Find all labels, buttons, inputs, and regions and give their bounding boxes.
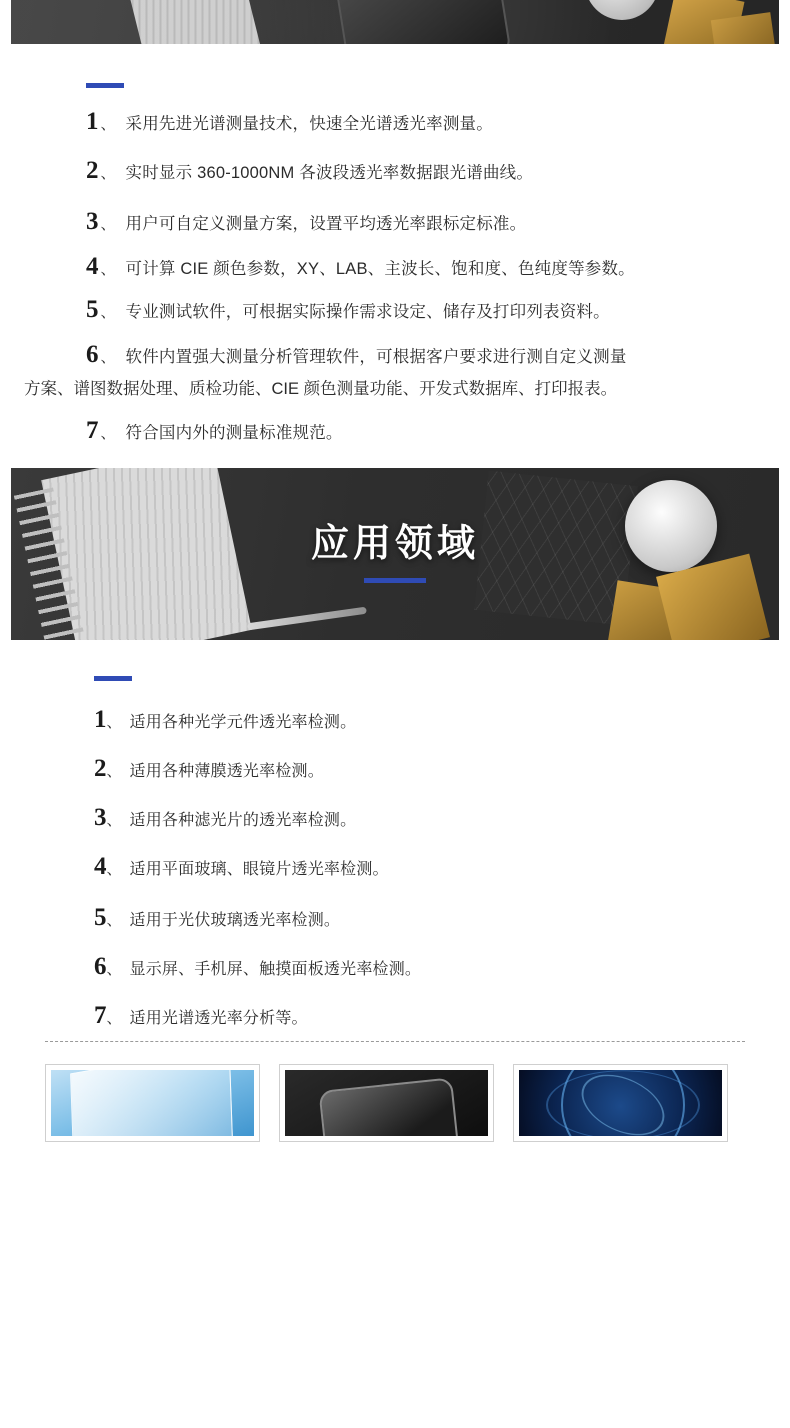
- thumbnail-gallery: [11, 1042, 779, 1142]
- item-text: 软件内置强大测量分析管理软件，可根据客户要求进行测自定义测量: [125, 348, 627, 367]
- item-separator: 、: [100, 116, 116, 133]
- application-banner: [11, 468, 779, 640]
- paper-stack-shape: [124, 0, 262, 44]
- item-text: 适用于光伏玻璃透光率检测。: [129, 912, 341, 930]
- list-item: [0, 415, 790, 446]
- item-number: 2: [86, 157, 99, 185]
- glass-sheet-shape: [70, 1070, 234, 1136]
- thumbnail-image: [285, 1070, 488, 1136]
- list-item: [11, 903, 779, 933]
- list-item: [0, 206, 790, 237]
- item-text-continued: 方案、谱图数据处理、质检功能、CIE 颜色测量功能、开发式数据库、打印报表。: [24, 379, 618, 398]
- list-item: [11, 1001, 779, 1031]
- features-accent-bar: [86, 83, 124, 88]
- list-item: [11, 852, 779, 882]
- item-number: 6: [86, 341, 99, 369]
- list-item: [11, 952, 779, 982]
- thumbnail-blue-tech[interactable]: [513, 1064, 728, 1142]
- item-separator: 、: [106, 961, 122, 979]
- item-number: 5: [86, 296, 99, 323]
- item-number: 4: [86, 252, 99, 280]
- item-separator: 、: [106, 812, 122, 830]
- item-text: 适用各种光学元件透光率检测。: [129, 714, 357, 732]
- item-number: 3: [94, 804, 107, 832]
- item-text: 适用平面玻璃、眼镜片透光率检测。: [129, 861, 389, 879]
- item-number: 7: [86, 417, 99, 445]
- list-item: [11, 754, 779, 784]
- list-item: [0, 339, 790, 399]
- applications-section: [11, 676, 779, 1150]
- item-text: 专业测试软件，可根据实际操作需求设定、储存及打印列表资料。: [125, 303, 610, 321]
- phone-shape: [335, 0, 512, 44]
- top-photo-band: [11, 0, 779, 44]
- item-number: 3: [86, 207, 99, 235]
- item-separator: 、: [106, 763, 122, 781]
- list-item: [0, 294, 790, 325]
- item-separator: 、: [106, 1010, 122, 1028]
- item-text: 实时显示 360-1000NM 各波段透光率数据跟光谱曲线。: [125, 164, 534, 183]
- list-item: [11, 705, 779, 735]
- item-number: 1: [94, 706, 107, 734]
- item-number: 2: [94, 755, 107, 783]
- item-separator: 、: [100, 425, 116, 443]
- list-item: [11, 803, 779, 833]
- thumbnail-image: [519, 1070, 722, 1136]
- banner-title: 应用领域: [310, 523, 479, 566]
- item-number: 7: [94, 1002, 107, 1030]
- item-text: 适用各种薄膜透光率检测。: [129, 763, 324, 781]
- item-text: 采用先进光谱测量技术，快速全光谱透光率测量。: [125, 115, 493, 133]
- item-separator: 、: [106, 714, 122, 732]
- item-number: 5: [94, 904, 107, 932]
- item-separator: 、: [100, 304, 116, 321]
- thumbnail-image: [51, 1070, 254, 1136]
- thumbnail-glass-sheet[interactable]: [45, 1064, 260, 1142]
- item-number: 4: [94, 853, 107, 881]
- thumbnail-smartphone[interactable]: [279, 1064, 494, 1142]
- item-text: 显示屏、手机屏、触摸面板透光率检测。: [129, 961, 422, 979]
- item-text: 可计算 CIE 颜色参数，XY、LAB、主波长、饱和度、色纯度等参数。: [125, 259, 635, 278]
- list-item: [0, 106, 790, 137]
- item-separator: 、: [100, 215, 116, 233]
- item-text: 适用各种滤光片的透光率检测。: [129, 812, 357, 830]
- applications-list: [11, 705, 779, 1031]
- item-number: 1: [86, 108, 99, 135]
- item-separator: 、: [106, 861, 122, 879]
- applications-accent-bar: [94, 676, 132, 681]
- list-item: [0, 155, 790, 186]
- features-list: [0, 106, 790, 446]
- banner-underline: [364, 578, 426, 583]
- item-text: 符合国内外的测量标准规范。: [125, 424, 343, 443]
- features-section: [0, 83, 790, 446]
- item-separator: 、: [100, 349, 116, 367]
- item-text: 用户可自定义测量方案，设置平均透光率跟标定标准。: [125, 214, 527, 233]
- list-item: [0, 251, 790, 282]
- item-separator: 、: [100, 165, 116, 183]
- item-text: 适用光谱透光率分析等。: [129, 1010, 308, 1028]
- item-separator: 、: [106, 912, 122, 930]
- item-separator: 、: [100, 260, 116, 278]
- phone-shape: [318, 1078, 461, 1137]
- item-number: 6: [94, 953, 107, 981]
